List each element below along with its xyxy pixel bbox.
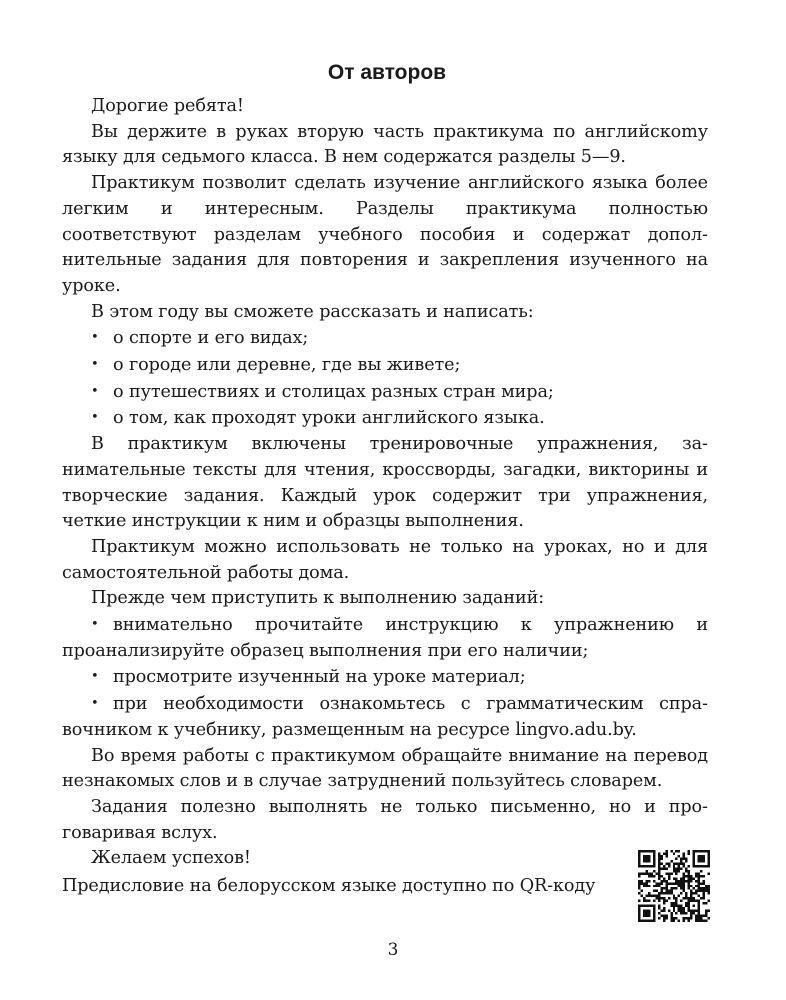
- qr-code-icon[interactable]: [638, 850, 710, 922]
- intro-paragraph: Вы держите в руках вторую часть практикума по английскоmу языку для седьмого класса. В нем содержатся разделы 5—9.: [62, 121, 708, 168]
- topic-list-item: • о городе или деревне, где вы живете;: [62, 352, 708, 379]
- steps-intro-paragraph: Прежде чем приступить к выполнению заданий:: [91, 588, 545, 609]
- topic-list-item: • о том, как проходят уроки английского языка.: [62, 405, 708, 432]
- document-body: [62, 58, 708, 872]
- qr-section: [62, 850, 712, 922]
- dictionary-paragraph: Во время работы с практикумом обращайте внимание на перевод незнакомых слов и в случае затруднений пользуйтесь словарем.: [62, 745, 708, 792]
- contents-paragraph: В практикум включены тренировочные упражнения, занимательные тексты для чтения, кроссворды, загадки, викторины и творческие задания. Каждый урок содержит три упражнения, четкие инструкции к ним и образцы выполнения.: [62, 434, 708, 532]
- topic-list-item: • о путешествиях и столицах разных стран мира;: [62, 379, 708, 406]
- page-title: От авторов: [327, 61, 447, 84]
- purpose-paragraph: Практикум позволит сделать изучение английского языка более легким и интересным. Разделы практикума полностью соответствуют разделам учебного пособия и содержат дополнительные задания для повторения и закрепления изученного на уроке.: [62, 173, 708, 296]
- step-list-item: • просмотрите изученный на уроке материал;: [62, 664, 708, 691]
- speaking-paragraph: Задания полезно выполнять не только письменно, но и проговаривая вслух.: [62, 796, 708, 843]
- usage-paragraph: Практикум можно использовать не только на уроках, но и для самостоятельной работы дома.: [62, 536, 708, 583]
- page-number: 3: [387, 940, 399, 960]
- step-list-item: • внимательно прочитайте инструкцию к упражнению и проанализируйте образец выполнения при его наличии;: [62, 612, 708, 664]
- topics-intro-paragraph: В этом году вы сможете рассказать и написать:: [91, 301, 534, 322]
- closing-paragraph: Желаем успехов!: [91, 848, 251, 869]
- topic-list-item: • о спорте и его видах;: [62, 325, 708, 352]
- step-list-item: • при необходимости ознакомьтесь с грамматическим справочником к учебнику, размещенным на ресурсе lingvo.adu.by.: [62, 691, 708, 743]
- qr-caption: Предисловие на белорусском языке доступно по QR-коду: [62, 876, 596, 896]
- greeting-paragraph: Дорогие ребята!: [91, 96, 244, 116]
